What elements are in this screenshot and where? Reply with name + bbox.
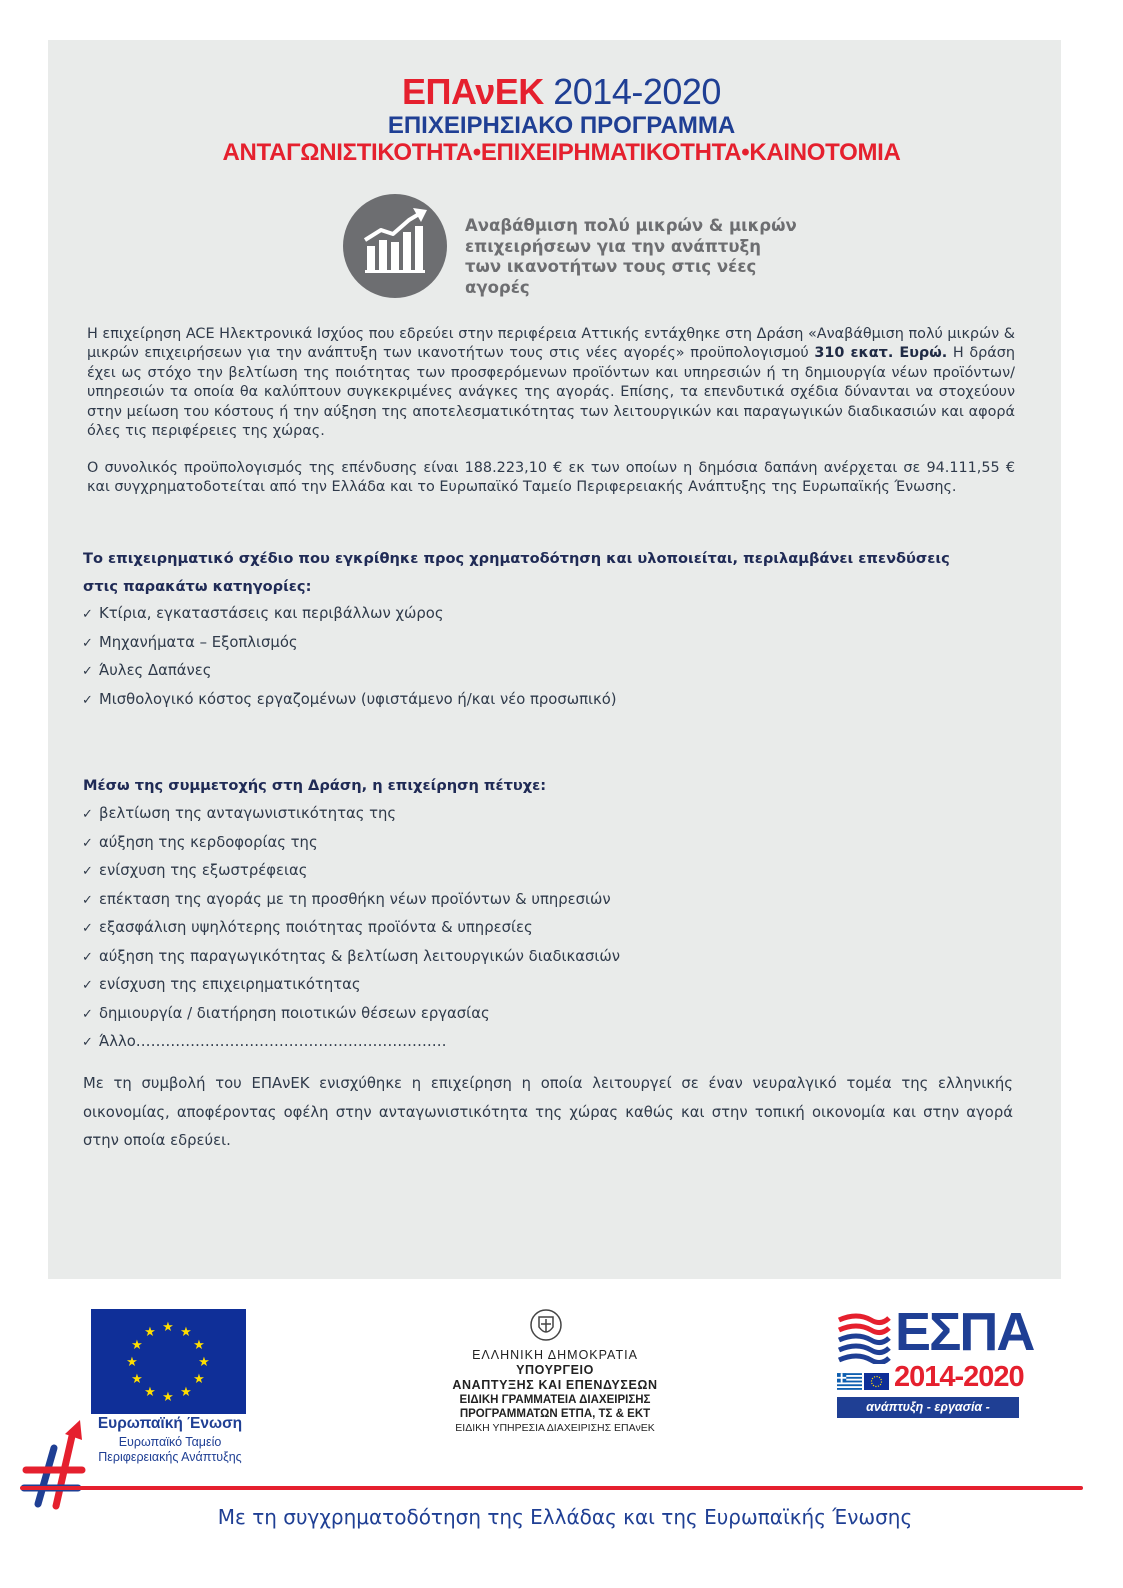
gov-secretariat: ΕΙΔΙΚΗ ΓΡΑΜΜΑΤΕΙΑ ΔΙΑΧΕΙΡΙΣΗΣ bbox=[459, 1394, 651, 1406]
svg-text:★: ★ bbox=[144, 1385, 156, 1400]
brand-years: 2014-2020 bbox=[553, 71, 721, 112]
intro-paragraph bbox=[87, 325, 1015, 441]
list-item bbox=[82, 629, 617, 658]
list-item-label: Κτίρια, εγκαταστάσεις και περιβάλλων χώρος bbox=[99, 605, 444, 622]
svg-text:★: ★ bbox=[131, 1338, 143, 1353]
list-item-label: δημιουργία / διατήρηση ποιοτικών θέσεων εργασίας bbox=[99, 1004, 490, 1022]
eu-title: Ευρωπαϊκή Ένωση bbox=[97, 1415, 243, 1432]
check-icon: ✓ bbox=[82, 664, 93, 679]
program-title: ΕΠΙΧΕΙΡΗΣΙΑΚΟ ΠΡΟΓΡΑΜΜΑ bbox=[387, 112, 736, 139]
check-icon: ✓ bbox=[82, 1035, 93, 1050]
svg-text:★: ★ bbox=[193, 1338, 205, 1353]
espa-waves-icon bbox=[837, 1312, 892, 1364]
eu-flag-icon bbox=[91, 1309, 246, 1414]
svg-text:★: ★ bbox=[144, 1325, 156, 1340]
program-brand bbox=[0, 70, 1123, 114]
list-item-label: βελτίωση της ανταγωνιστικότητας της bbox=[99, 805, 397, 822]
budget-amount: 310 εκατ. Ευρώ. bbox=[814, 345, 948, 362]
list-item-label: Άυλες Δαπάνες bbox=[99, 662, 212, 679]
check-icon: ✓ bbox=[82, 607, 93, 622]
svg-text:★: ★ bbox=[180, 1385, 192, 1400]
list-item bbox=[82, 971, 620, 1000]
greek-flag-icon bbox=[837, 1373, 862, 1390]
espa-title: ΕΣΠΑ bbox=[895, 1302, 1034, 1362]
check-icon: ✓ bbox=[82, 978, 93, 993]
action-title-line: επιχειρήσεων για την ανάπτυξη bbox=[465, 236, 761, 256]
svg-text:★: ★ bbox=[180, 1325, 192, 1340]
eu-fund bbox=[70, 1435, 270, 1465]
svg-text:★: ★ bbox=[131, 1372, 143, 1387]
list-item bbox=[82, 1028, 620, 1057]
check-icon: ✓ bbox=[82, 892, 93, 908]
hashtag-logo-icon bbox=[20, 1418, 90, 1510]
growth-chart-icon bbox=[343, 194, 447, 298]
check-icon: ✓ bbox=[82, 692, 93, 708]
check-icon: ✓ bbox=[82, 635, 93, 651]
footer-divider bbox=[20, 1486, 1083, 1490]
categories-list bbox=[82, 600, 617, 714]
brand-name: ΕΠΑνΕΚ bbox=[402, 71, 544, 112]
closing-paragraph: Με τη συμβολή του ΕΠΑνΕΚ ενισχύθηκε η επιχείρηση η οποία λειτουργεί σε έναν νευραλγικό τομέα της ελληνικής οικονομίας, αποφέροντας οφέλη στην ανταγωνιστικότητα της χώρας καθώς και στην τοπική οικονομία και στην αγορά στην οποία εδρεύει. bbox=[83, 1075, 1013, 1149]
list-item bbox=[82, 1000, 620, 1029]
list-item-label: ενίσχυση της επιχειρηματικότητας bbox=[99, 976, 361, 993]
list-item bbox=[82, 657, 617, 686]
list-item-label: αύξηση της κερδοφορίας της bbox=[99, 833, 318, 851]
check-icon: ✓ bbox=[82, 1006, 93, 1022]
eu-fund-line: Περιφερειακής Ανάπτυξης bbox=[98, 1450, 242, 1464]
list-item-label: αύξηση της παραγωγικότητας & βελτίωση λειτουργικών διαδικασιών bbox=[99, 947, 621, 965]
list-item-label: Μηχανήματα – Εξοπλισμός bbox=[99, 633, 298, 651]
gov-ministry-name: ΑΝΑΠΤΥΞΗΣ ΚΑΙ ΕΠΕΝΔΥΣΕΩΝ bbox=[452, 1378, 658, 1392]
achievements-heading: Μέσω της συμμετοχής στη Δράση, η επιχείρηση πέτυχε: bbox=[83, 777, 547, 794]
eu-fund-line: Ευρωπαϊκό Ταμείο bbox=[118, 1435, 222, 1449]
list-item bbox=[82, 800, 620, 829]
list-item bbox=[82, 686, 617, 715]
categories-heading-line: Το επιχειρηματικό σχέδιο που εγκρίθηκε προς χρηματοδότηση και υλοποιείται, περιλαμβάνει επενδύσεις bbox=[83, 550, 950, 567]
espa-years: 2014-2020 bbox=[894, 1361, 1024, 1393]
list-item bbox=[82, 943, 620, 972]
check-icon: ✓ bbox=[82, 807, 93, 822]
budget-paragraph: Ο συνολικός προϋπολογισμός της επένδυσης είναι 188.223,10 € εκ των οποίων η δημόσια δαπάνη ανέρχεται σε 94.111,55 € και συγχρηματοδοτείται από την Ελλάδα και το Ευρωπαϊκό Ταμείο Περιφερειακής Ανάπτυξης της Ευρωπαϊκής Ένωσης. bbox=[87, 460, 1015, 496]
action-title bbox=[465, 216, 825, 298]
check-icon: ✓ bbox=[82, 864, 93, 879]
intro-text-cont: Η δράση έχει ως στόχο την βελτίωση της ποιότητας των προσφερόμενων προϊόντων και υπηρεσιών ή τη δημιουργία νέων προϊόντων/υπηρεσιών τα οποία θα καλύπτουν συγκεκριμένες ανάγκες της αγοράς. Επίσης, τα επενδυτικά σχέδια δύνανται να στοχεύουν στην μείωση του κόστους ή την αύξηση της αποτελεσματικότητας των λειτουργικών και παραγωγικών διαδικασιών και αφορά όλες τις περιφέρειες της χώρας. bbox=[87, 345, 1016, 440]
list-item bbox=[82, 600, 617, 629]
gov-service: ΕΙΔΙΚΗ ΥΠΗΡΕΣΙΑ ΔΙΑΧΕΙΡΙΣΗΣ ΕΠΑνΕΚ bbox=[455, 1422, 655, 1434]
cofunding-footer: Με τη συγχρηματοδότηση της Ελλάδας και της Ευρωπαϊκής Ένωσης bbox=[217, 1505, 913, 1529]
program-themes: ΑΝΤΑΓΩΝΙΣΤΙΚΟΤΗΤΑ•ΕΠΙΧΕΙΡΗΜΑΤΙΚΟΤΗΤΑ•ΚΑΙΝΟΤΟΜΙΑ bbox=[222, 139, 901, 166]
gov-republic: ΕΛΛΗΝΙΚΗ ΔΗΜΟΚΡΑΤΙΑ bbox=[472, 1348, 638, 1362]
intro-text: Η επιχείρηση ACE Ηλεκτρονικά Ισχύος που εδρεύει στην περιφέρεια Αττικής εντάχθηκε στη Δράση «Αναβάθμιση πολύ μικρών & μικρών επιχειρήσεων για την ανάπτυξη των ικανοτήτων τους στις νέες αγορές» προϋπολογισμού bbox=[87, 326, 1015, 362]
action-title-line: Αναβάθμιση πολύ μικρών & μικρών bbox=[465, 216, 797, 235]
list-item bbox=[82, 914, 620, 943]
list-item bbox=[82, 886, 620, 915]
svg-text:★: ★ bbox=[162, 1390, 174, 1405]
categories-heading bbox=[83, 545, 1013, 601]
check-icon: ✓ bbox=[82, 921, 93, 936]
list-item-label: Μισθολογικό κόστος εργαζομένων (υφιστάμενο ή/και νέο προσωπικό) bbox=[99, 690, 617, 708]
categories-heading-line: στις παρακάτω κατηγορίες: bbox=[83, 578, 312, 595]
achievements-list bbox=[82, 800, 620, 1057]
espa-tagline: ανάπτυξη - εργασία - αλληλεγγύη bbox=[837, 1397, 1019, 1418]
list-item-label: Άλλο……………………………………………………… bbox=[99, 1033, 447, 1050]
list-item-label: εξασφάλιση υψηλότερης ποιότητας προϊόντα & υπηρεσίες bbox=[99, 919, 533, 936]
list-item bbox=[82, 829, 620, 858]
gov-ministry: ΥΠΟΥΡΓΕΙΟ bbox=[516, 1363, 594, 1377]
svg-text:★: ★ bbox=[162, 1320, 174, 1335]
mini-eu-flag-icon bbox=[864, 1373, 889, 1390]
list-item-label: επέκταση της αγοράς με τη προσθήκη νέων προϊόντων & υπηρεσιών bbox=[99, 890, 611, 908]
check-icon: ✓ bbox=[82, 949, 93, 965]
svg-text:★: ★ bbox=[193, 1372, 205, 1387]
check-icon: ✓ bbox=[82, 835, 93, 851]
gov-programmes: ΠΡΟΓΡΑΜΜΑΤΩΝ ΕΤΠΑ, ΤΣ & ΕΚΤ bbox=[459, 1408, 651, 1420]
gov-block bbox=[410, 1348, 700, 1435]
list-item-label: ενίσχυση της εξωστρέφειας bbox=[99, 862, 308, 879]
list-item bbox=[82, 857, 620, 886]
svg-text:★: ★ bbox=[126, 1355, 138, 1370]
action-title-line: των ικανοτήτων τους στις νέες αγορές bbox=[465, 257, 757, 297]
greek-crest-icon bbox=[529, 1307, 563, 1343]
svg-text:★: ★ bbox=[198, 1355, 210, 1370]
